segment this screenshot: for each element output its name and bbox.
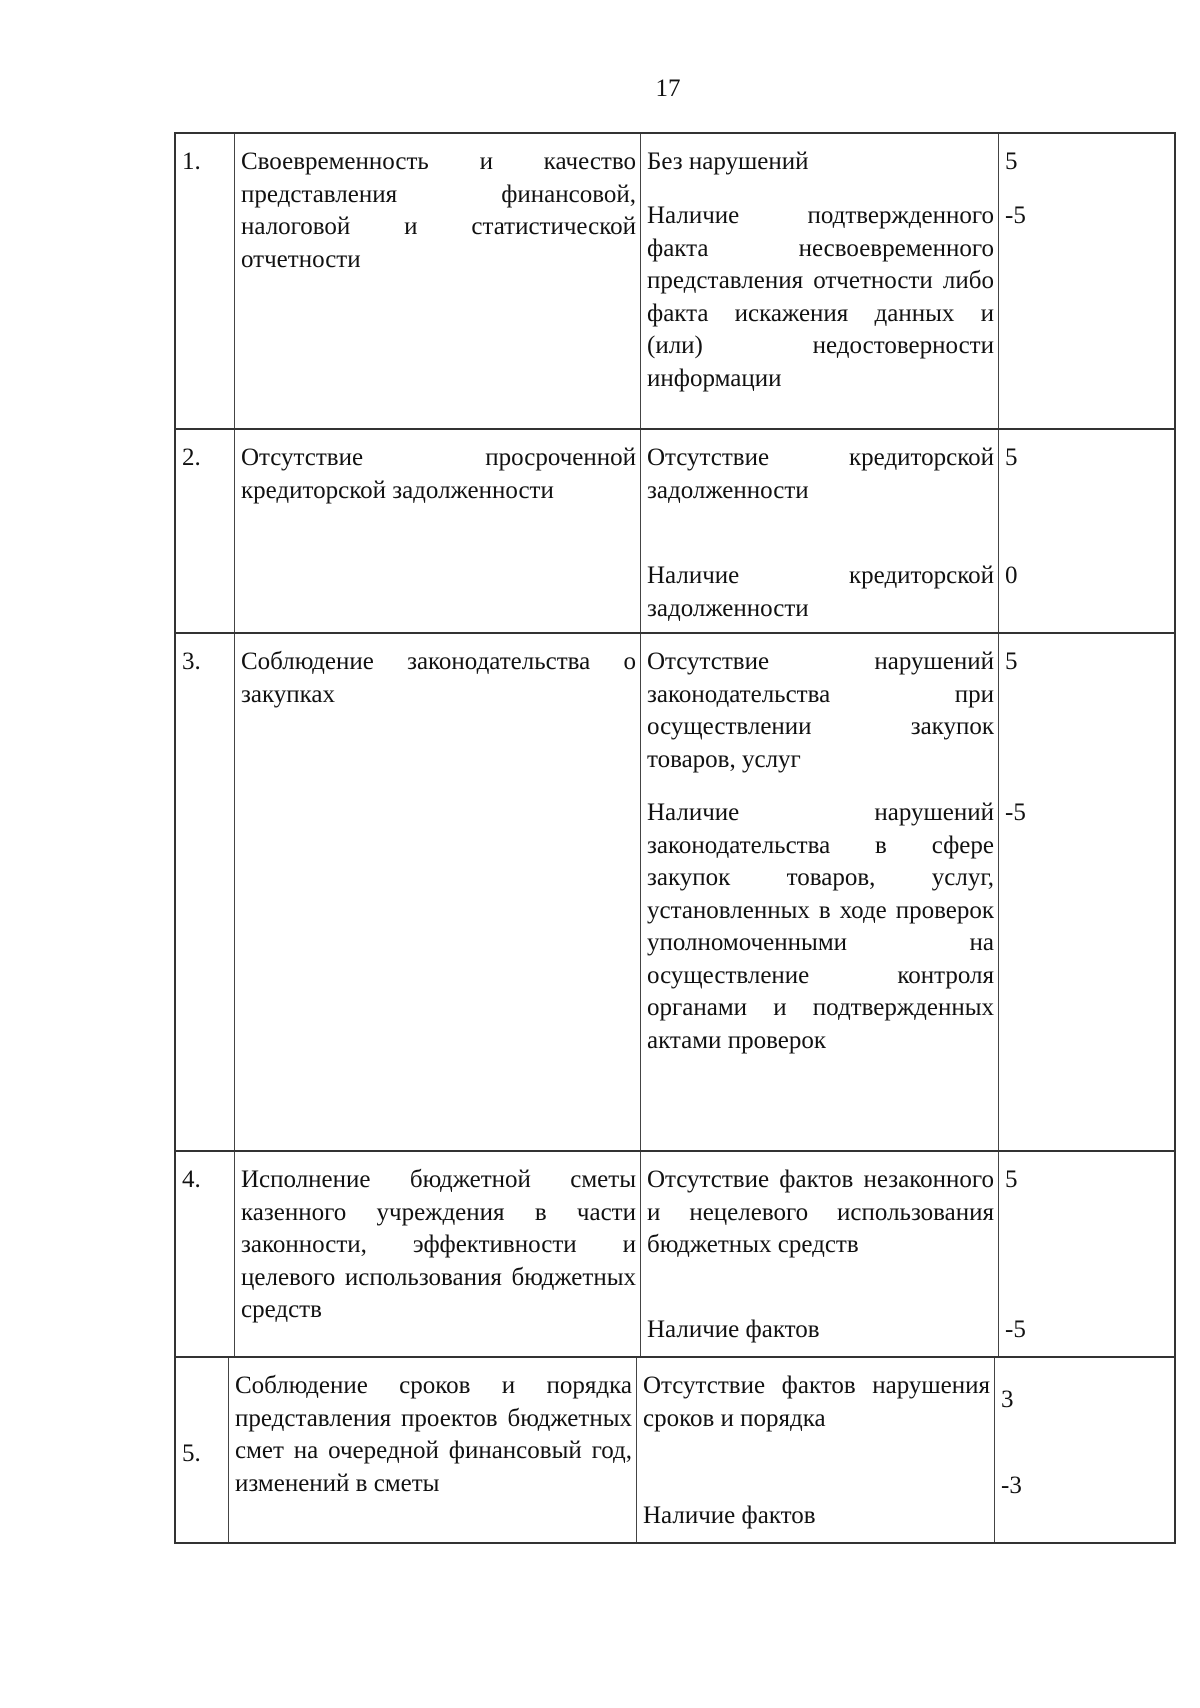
condition-text: Отсутствие кредиторской задолженности <box>647 444 994 504</box>
score-value: 5 <box>1005 648 1018 675</box>
score-cell <box>998 634 1174 1150</box>
criteria-table <box>174 132 1176 1544</box>
table-row <box>174 1150 1176 1356</box>
score-value: 5 <box>1005 1166 1018 1193</box>
row-number-cell <box>176 1358 228 1542</box>
score-value: -5 <box>1005 799 1026 826</box>
conditions-cell <box>640 134 998 428</box>
criterion-cell: Отсутствие просроченной кредиторской задолженности <box>234 430 640 632</box>
condition-text: Наличие подтвержденного факта несвоевременного представления отчетности либо факта искажения данных и (или) недостоверности информации <box>647 202 994 392</box>
score-value: 5 <box>1005 444 1018 471</box>
row-number: 2. <box>182 444 201 471</box>
condition-text: Наличие фактов <box>647 1316 820 1343</box>
conditions-cell <box>636 1358 994 1542</box>
score-value: 5 <box>1005 148 1018 175</box>
score-value: 0 <box>1005 562 1018 589</box>
table-row <box>174 632 1176 1150</box>
page-number: 17 <box>655 75 681 102</box>
score-cell <box>994 1358 1174 1542</box>
criterion-cell: Исполнение бюджетной сметы казенного учреждения в части законности, эффективности и целевого использования бюджетных средств <box>234 1152 640 1356</box>
conditions-cell <box>640 430 998 632</box>
condition-text: Наличие нарушений законодательства в сфере закупок товаров, услуг, установленных в ходе проверок уполномоченными на осуществление контроля органами и подтвержденных актами проверок <box>647 799 994 1054</box>
score-value: -5 <box>1005 202 1026 229</box>
score-cell <box>998 430 1174 632</box>
condition-text: Без нарушений <box>647 148 809 175</box>
criterion-cell: Своевременность и качество представления финансовой, налоговой и статистической отчетности <box>234 134 640 428</box>
score-cell <box>998 134 1174 428</box>
row-number: 4. <box>182 1166 201 1193</box>
condition-text: Отсутствие фактов нарушения сроков и порядка <box>643 1372 990 1432</box>
table-row <box>174 132 1176 428</box>
row-number: 3. <box>182 648 201 675</box>
score-value: -5 <box>1005 1316 1026 1343</box>
row-number: 5. <box>182 1440 201 1467</box>
conditions-cell <box>640 634 998 1150</box>
conditions-cell <box>640 1152 998 1356</box>
table-row <box>174 428 1176 632</box>
condition-text: Наличие кредиторской задолженности <box>647 562 994 622</box>
criterion-cell: Соблюдение сроков и порядка представления проектов бюджетных смет на очередной финансовый год, изменений в сметы <box>228 1358 636 1542</box>
score-value: -3 <box>1001 1472 1022 1499</box>
condition-text: Отсутствие фактов незаконного и нецелевого использования бюджетных средств <box>647 1166 994 1258</box>
row-number: 1. <box>182 148 201 175</box>
criterion-cell: Соблюдение законодательства о закупках <box>234 634 640 1150</box>
condition-text: Отсутствие нарушений законодательства при осуществлении закупок товаров, услуг <box>647 648 994 773</box>
score-cell <box>998 1152 1174 1356</box>
condition-text: Наличие фактов <box>643 1502 816 1529</box>
table-row <box>174 1356 1176 1544</box>
score-value: 3 <box>1001 1386 1014 1413</box>
